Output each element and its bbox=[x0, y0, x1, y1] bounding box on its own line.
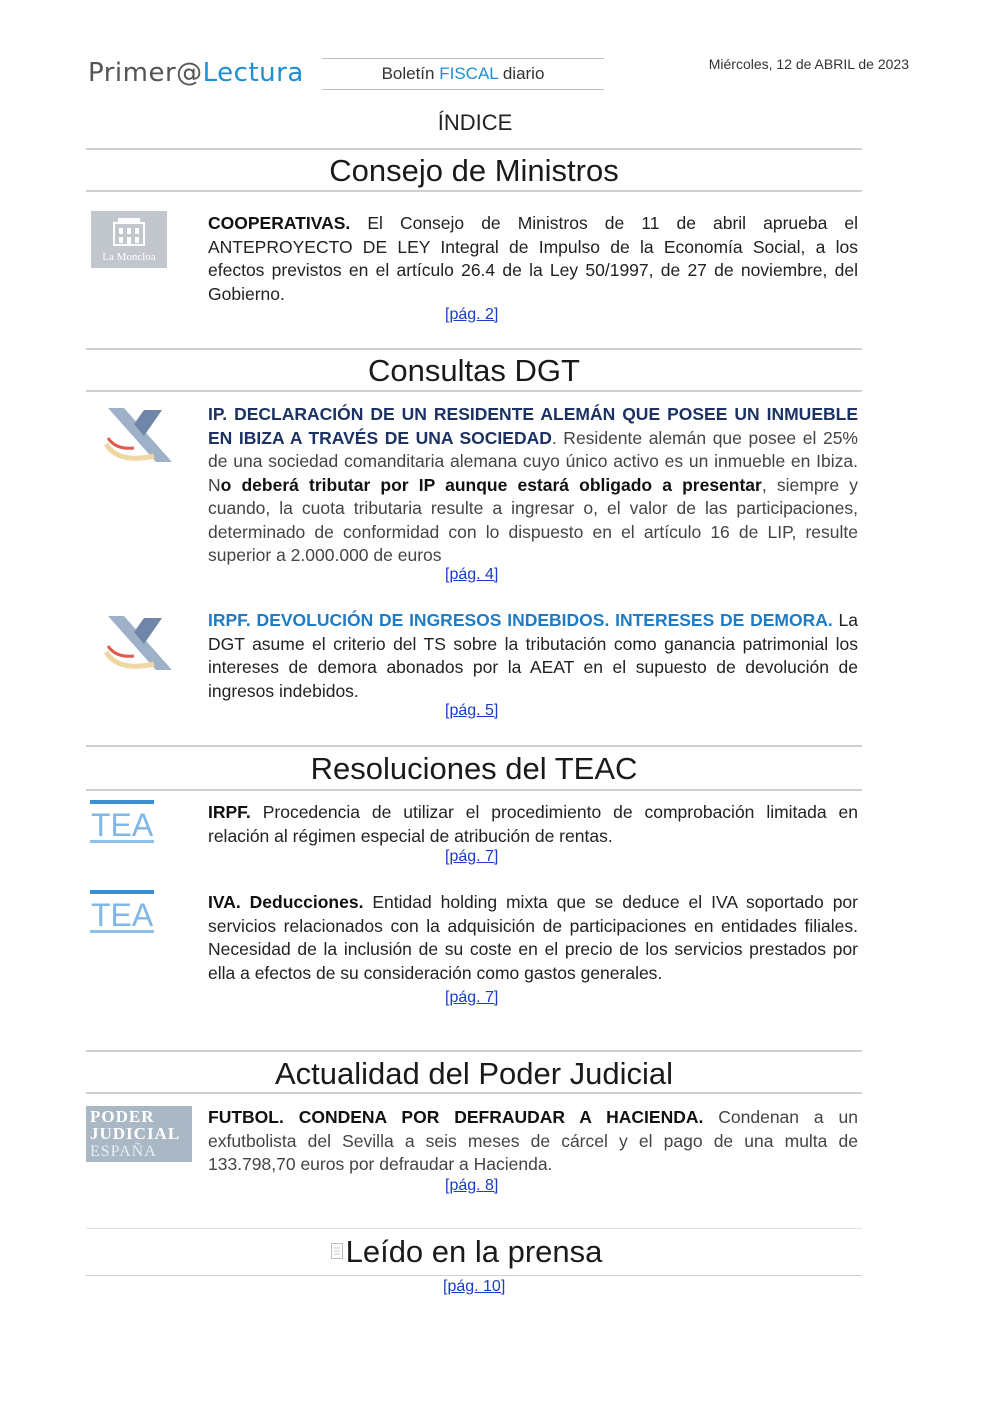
moncloa-logo bbox=[91, 211, 167, 268]
page-link-7a[interactable]: [pág. 7] bbox=[445, 848, 499, 865]
entry-bold: o deberá tributar por IP aunque estará obligado a presentar bbox=[220, 474, 762, 495]
tea-logo-icon bbox=[90, 890, 160, 938]
bulletin-title bbox=[322, 58, 604, 90]
entry-text: El Consejo de Ministros de 11 de abril aprueba el ANTEPROYECTO DE LEY Integral de Impulso de la Economía Social, a los efectos previstos en el artículo 26.4 de la Ley 50/1997, de 27 de noviembre, del Gobierno. bbox=[208, 213, 858, 304]
page-link-2[interactable]: [pág. 2] bbox=[445, 306, 499, 323]
poder-judicial-logo-text bbox=[90, 1108, 180, 1142]
brand-suffix: Lectura bbox=[202, 58, 304, 88]
bulletin-accent: FISCAL bbox=[439, 64, 499, 83]
page-link-5[interactable]: [pág. 5] bbox=[445, 702, 499, 719]
bulletin-post: diario bbox=[498, 64, 545, 83]
moncloa-logo-label: La Moncloa bbox=[102, 251, 156, 263]
entry-text: Procedencia de utilizar el procedimiento de comprobación limitada en relación al régimen especial de atribución de rentas. bbox=[208, 802, 858, 846]
section-title-teac: Resoluciones del TEAC bbox=[86, 745, 862, 791]
entry-irpf-teac bbox=[208, 801, 858, 848]
tea-logo-icon bbox=[90, 800, 160, 848]
poder-judicial-logo bbox=[86, 1106, 192, 1162]
section-title-dgt: Consultas DGT bbox=[86, 348, 862, 392]
entry-text: Condenan a un exfutbolista del Sevilla a seis meses de cárcel y el pago de una multa de 133.798,70 euros por defraudar a Hacienda. bbox=[208, 1107, 858, 1174]
entry-lead: IRPF. bbox=[208, 802, 251, 822]
entry-lead: IVA. Deducciones. bbox=[208, 892, 364, 912]
entry-lead: IP. DECLARACIÓN DE UN RESIDENTE ALEMÁN QUE POSEE UN INMUEBLE EN IBIZA A TRAVÉS DE UNA SOCIEDAD bbox=[208, 404, 858, 448]
entry-futbol bbox=[208, 1106, 858, 1177]
entry-lead: IRPF. DEVOLUCIÓN DE INGRESOS INDEBIDOS. INTERESES DE DEMORA. bbox=[208, 610, 833, 630]
section-title-consejo: Consejo de Ministros bbox=[86, 148, 862, 192]
tea-logo-text: TEA bbox=[91, 897, 154, 933]
page-link-8[interactable]: [pág. 8] bbox=[445, 1177, 499, 1194]
tea-logo-text: TEA bbox=[91, 807, 154, 843]
entry-lead: FUTBOL. CONDENA POR DEFRAUDAR A HACIENDA. bbox=[208, 1107, 704, 1127]
moncloa-building-icon bbox=[113, 217, 145, 247]
entry-cooperativas bbox=[208, 212, 858, 306]
logo-line-2: JUDICIAL bbox=[90, 1124, 181, 1143]
page-link-4[interactable]: [pág. 4] bbox=[445, 566, 499, 583]
logo-line-1: PODER bbox=[90, 1107, 155, 1126]
aeat-logo-icon bbox=[104, 610, 176, 676]
logo-line-3: ESPAÑA bbox=[90, 1143, 157, 1160]
entry-iva-deducciones bbox=[208, 891, 858, 985]
entry-text: . Residente alemán que posee el 25% de una sociedad comanditaria alemana cuyo único activo es un inmueble en Ibiza. N bbox=[208, 427, 858, 495]
section-title-prensa: Leído en la prensa bbox=[86, 1228, 862, 1276]
entry-lead: COOPERATIVAS. bbox=[208, 213, 351, 233]
index-title: ÍNDICE bbox=[437, 110, 513, 135]
section-title-judicial: Actualidad del Poder Judicial bbox=[86, 1050, 862, 1094]
entry-text: Entidad holding mixta que se deduce el IVA soportado por servicios relacionados con la adquisición de participaciones en entidades filiales. Necesidad de la inclusión de su coste en el precio de los servicios prestados por ella a efectos de su consideración como gastos generales. bbox=[208, 892, 858, 983]
entry-irpf-devolucion bbox=[208, 609, 858, 703]
aeat-logo-icon bbox=[104, 402, 176, 468]
page-link-10[interactable]: [pág. 10] bbox=[443, 1278, 506, 1295]
document-icon bbox=[331, 1243, 343, 1259]
page-link-7b[interactable]: [pág. 7] bbox=[445, 989, 499, 1006]
entry-text: , siempre y cuando, la cuota tributaria resulte a ingresar o, el valor de las participaciones, determinado de conformidad con lo dispuesto en el artículo 16 de LIP, resulte superior a 2.000.000 de euros bbox=[208, 474, 858, 565]
entry-text: La DGT asume el criterio del TS sobre la tributación como ganancia patrimonial los intereses de demora abonados por la AEAT en el supuesto de devolución de ingresos indebidos. bbox=[208, 610, 858, 701]
brand-logo bbox=[88, 58, 304, 88]
entry-ip-residente bbox=[208, 403, 858, 568]
issue-date: Miércoles, 12 de ABRIL de 2023 bbox=[708, 56, 909, 72]
brand-prefix: Primer@ bbox=[88, 58, 203, 88]
bulletin-pre: Boletín bbox=[381, 64, 440, 83]
